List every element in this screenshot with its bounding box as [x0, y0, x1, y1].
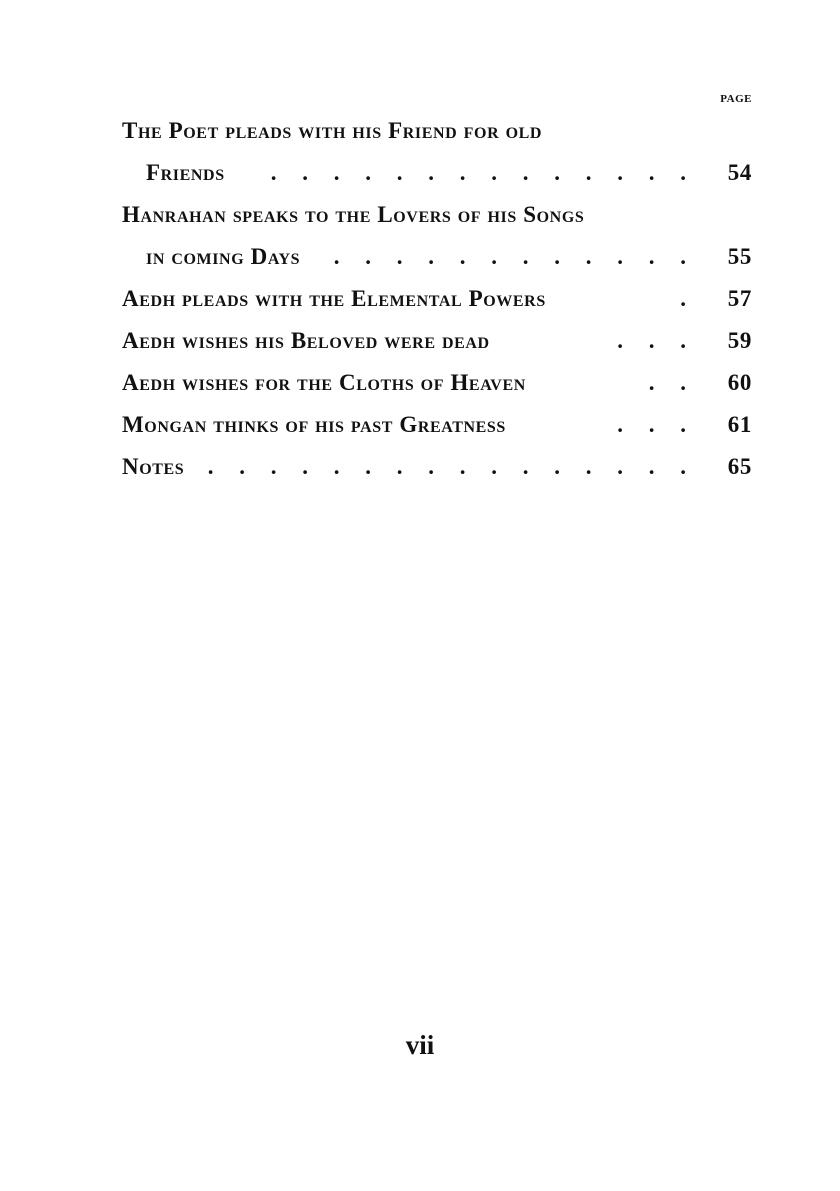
- toc-entry-hanrahan-line-2: [122, 236, 752, 278]
- toc-entry-poet-pleads-line-2: [122, 152, 752, 194]
- toc-entry-cloths-of-heaven: [122, 362, 752, 404]
- toc-entry-notes: [122, 446, 752, 488]
- toc-entry-elemental-powers: [122, 278, 752, 320]
- toc-entry-title: Notes: [122, 454, 185, 479]
- toc-entry-poet-pleads-line-1: [122, 110, 752, 152]
- toc-entry-page-number: 57: [727, 286, 752, 311]
- toc-entry-mongan: [122, 404, 752, 446]
- leader-dots: .: [680, 286, 696, 311]
- toc-entry-title: The Poet pleads with his Friend for old: [122, 118, 543, 143]
- toc-entry-title: Aedh pleads with the Elemental Powers: [122, 286, 546, 311]
- toc-entry-page-number: 54: [727, 160, 752, 185]
- toc-entry-title: Friends: [146, 160, 225, 185]
- toc-entry-title: Mongan thinks of his past Greatness: [122, 412, 506, 437]
- leader-dots: . . .: [617, 412, 696, 437]
- leader-dots: . . . . . . . . . . . . . . . .: [207, 454, 696, 479]
- toc-entry-title: Aedh wishes for the Cloths of Heaven: [122, 370, 526, 395]
- toc-entry-title: Aedh wishes his Beloved were dead: [122, 328, 490, 353]
- toc-entry-page-number: 65: [727, 454, 752, 479]
- toc-entry-beloved-dead: [122, 320, 752, 362]
- toc-entry-hanrahan-line-1: [122, 194, 752, 236]
- toc-entry-page-number: 61: [727, 412, 752, 437]
- toc-entry-title: in coming Days: [146, 244, 301, 269]
- toc-entry-page-number: 55: [727, 244, 752, 269]
- page-header-label: PAGE: [720, 93, 752, 105]
- page-folio: vii: [405, 1030, 435, 1060]
- leader-dots: . . .: [617, 328, 696, 353]
- leader-dots: . . . . . . . . . . . . . .: [270, 160, 696, 185]
- leader-dots: . . . . . . . . . . . .: [333, 244, 696, 269]
- toc-entry-title: Hanrahan speaks to the Lovers of his Songs: [122, 202, 585, 227]
- leader-dots: . .: [648, 370, 696, 395]
- toc-entry-page-number: 59: [727, 328, 752, 353]
- toc-entry-page-number: 60: [727, 370, 752, 395]
